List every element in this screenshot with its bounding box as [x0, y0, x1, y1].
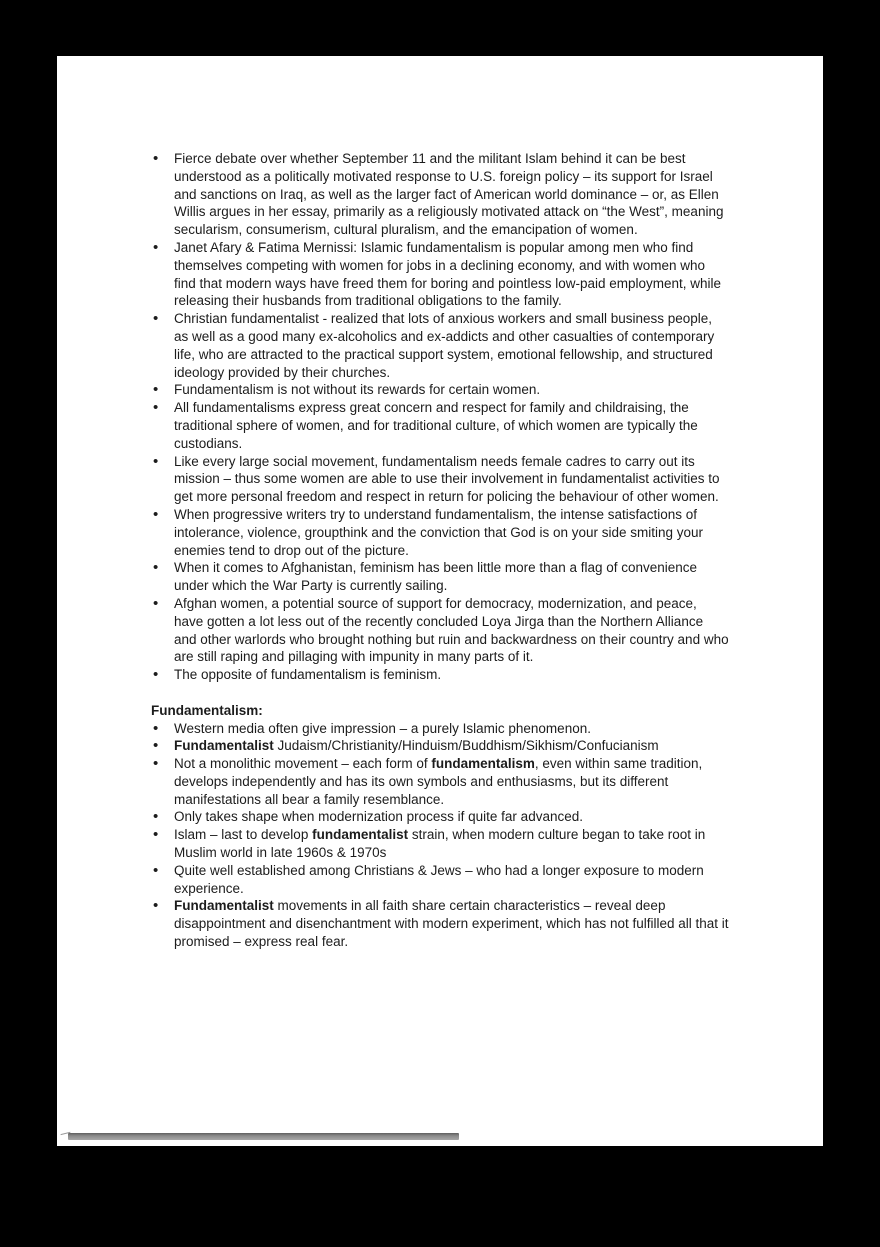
list-item: • Like every large social movement, fundamentalism needs female cadres to carry out its mission – thus some women are able to use their involvement in fundamentalist activities to get more personal freedom and respect in return for policing the behaviour of other women.	[151, 453, 729, 506]
list-item: • Islam – last to develop fundamentalist strain, when modern culture began to take root in Muslim world in late 1960s & 1970s	[151, 826, 729, 862]
list-item: • Fundamentalist Judaism/Christianity/Hinduism/Buddhism/Sikhism/Confucianism	[151, 737, 729, 755]
list-item: • When it comes to Afghanistan, feminism has been little more than a flag of convenience under which the War Party is currently sailing.	[151, 559, 729, 595]
scrollbar-thumb-fragment[interactable]	[68, 1133, 459, 1140]
list-item: • Afghan women, a potential source of support for democracy, modernization, and peace, have gotten a lot less out of the recently concluded Loya Jirga than the Northern Alliance and other warlords who brought nothing but ruin and backwardness on their country and who are still raping and pillaging with impunity in many parts of it.	[151, 595, 729, 666]
section-heading: Fundamentalism:	[151, 702, 263, 718]
document-body	[151, 150, 729, 951]
document-page	[57, 56, 823, 1146]
list-item: • Quite well established among Christians & Jews – who had a longer exposure to modern experience.	[151, 862, 729, 898]
list-item: • Fierce debate over whether September 11 and the militant Islam behind it can be best understood as a politically motivated response to U.S. foreign policy – its support for Israel and sanctions on Iraq, as well as the larger fact of American world dominance – or, as Ellen Willis argues in her essay, primarily as a religiously motivated attack on “the West”, meaning secularism, consumerism, cultural pluralism, and the emancipation of women.	[151, 150, 729, 239]
list-item: • Janet Afary & Fatima Mernissi: Islamic fundamentalism is popular among men who find themselves competing with women for jobs in a declining economy, and with women who find that modern ways have freed them for boring and pointless low-paid employment, while releasing their husbands from traditional obligations to the family.	[151, 239, 729, 310]
list-item: • All fundamentalisms express great concern and respect for family and childraising, the traditional sphere of women, and for traditional culture, of which women are typically the custodians.	[151, 399, 729, 452]
bullet-list-fundamentalism	[151, 720, 729, 951]
bullet-list-analysis	[151, 150, 729, 684]
list-item: • Christian fundamentalist - realized that lots of anxious workers and small business people, as well as a good many ex-alcoholics and ex-addicts and other casualties of contemporary life, who are attracted to the practical support system, emotional fellowship, and structured ideology provided by their churches.	[151, 310, 729, 381]
list-item: • Western media often give impression – a purely Islamic phenomenon.	[151, 720, 729, 738]
list-item: • Only takes shape when modernization process if quite far advanced.	[151, 808, 729, 826]
list-item: • Not a monolithic movement – each form of fundamentalism, even within same tradition, develops independently and has its own symbols and enthusiasms, but its different manifestations all bear a family resemblance.	[151, 755, 729, 808]
list-item: • The opposite of fundamentalism is feminism.	[151, 666, 729, 684]
list-item: • When progressive writers try to understand fundamentalism, the intense satisfactions of intolerance, violence, groupthink and the conviction that God is on your side smiting your enemies tend to drop out of the picture.	[151, 506, 729, 559]
list-item: • Fundamentalism is not without its rewards for certain women.	[151, 381, 729, 399]
list-item: • Fundamentalist movements in all faith share certain characteristics – reveal deep disappointment and disenchantment with modern experiment, which has not fulfilled all that it promised – express real fear.	[151, 897, 729, 950]
